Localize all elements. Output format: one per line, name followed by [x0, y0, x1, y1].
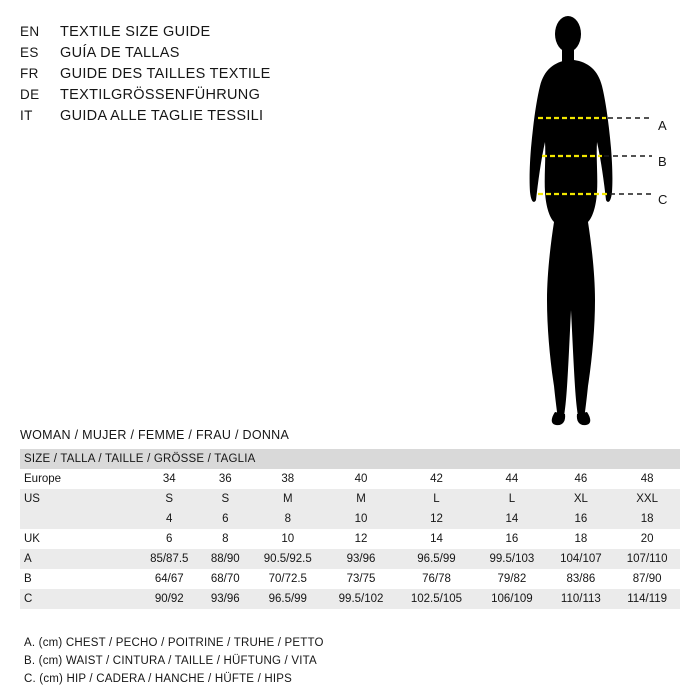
row-label-uk: UK: [20, 529, 138, 549]
table-cell: 90.5/92.5: [250, 549, 325, 569]
table-cell: 110/113: [547, 589, 614, 609]
table-cell: 64/67: [138, 569, 201, 589]
table-cell: 76/78: [397, 569, 477, 589]
table-cell: XXL: [614, 489, 680, 509]
table-cell: 16: [476, 529, 547, 549]
table-cell: 102.5/105: [397, 589, 477, 609]
footnotes-block: [24, 634, 644, 688]
table-cell: 68/70: [201, 569, 251, 589]
table-cell: 12: [397, 509, 477, 529]
table-row: [20, 509, 680, 529]
table-cell: 85/87.5: [138, 549, 201, 569]
table-cell: 4: [138, 509, 201, 529]
table-cell: 6: [138, 529, 201, 549]
size-table: [20, 449, 680, 609]
table-row: [20, 549, 680, 569]
row-label-b: B: [20, 569, 138, 589]
table-cell: 114/119: [614, 589, 680, 609]
table-header-row: [20, 449, 680, 469]
table-cell: 96.5/99: [250, 589, 325, 609]
table-cell: 12: [325, 529, 396, 549]
measure-label-b: B: [658, 154, 667, 169]
table-cell: 40: [325, 469, 396, 489]
figure-area: [500, 8, 690, 438]
table-cell: 8: [201, 529, 251, 549]
table-cell: 10: [250, 529, 325, 549]
row-label-us: US: [20, 489, 138, 509]
table-cell: 6: [201, 509, 251, 529]
language-code-de: DE: [20, 87, 40, 102]
table-cell: 83/86: [547, 569, 614, 589]
table-cell: S: [201, 489, 251, 509]
table-cell: 87/90: [614, 569, 680, 589]
table-cell: M: [325, 489, 396, 509]
table-cell: 16: [547, 509, 614, 529]
size-table-section: [20, 428, 680, 609]
table-cell: 14: [397, 529, 477, 549]
table-cell: L: [397, 489, 477, 509]
table-cell: 104/107: [547, 549, 614, 569]
table-cell: 93/96: [201, 589, 251, 609]
table-cell: 96.5/99: [397, 549, 477, 569]
language-row-de: [20, 87, 500, 108]
table-cell: M: [250, 489, 325, 509]
table-cell: L: [476, 489, 547, 509]
table-heading-woman: WOMAN / MUJER / FEMME / FRAU / DONNA: [20, 428, 290, 442]
table-cell: 38: [250, 469, 325, 489]
table-cell: 34: [138, 469, 201, 489]
table-cell: 48: [614, 469, 680, 489]
table-cell: 79/82: [476, 569, 547, 589]
table-cell: 99.5/102: [325, 589, 396, 609]
footnote-chest: A. (cm) CHEST / PECHO / POITRINE / TRUHE / PETTO: [24, 637, 324, 649]
table-cell: 70/72.5: [250, 569, 325, 589]
woman-silhouette-icon: [500, 8, 690, 438]
table-cell: 20: [614, 529, 680, 549]
table-cell: 107/110: [614, 549, 680, 569]
table-cell: XL: [547, 489, 614, 509]
language-title-es: GUÍA DE TALLAS: [60, 45, 180, 61]
table-cell: 18: [547, 529, 614, 549]
table-cell: 36: [201, 469, 251, 489]
table-cell: 99.5/103: [476, 549, 547, 569]
table-cell: 73/75: [325, 569, 396, 589]
table-cell: 93/96: [325, 549, 396, 569]
language-code-fr: FR: [20, 66, 39, 81]
language-row-it: [20, 108, 500, 129]
footnote-hip: C. (cm) HIP / CADERA / HANCHE / HÜFTE / HIPS: [24, 673, 293, 685]
table-row: [20, 529, 680, 549]
table-cell: 44: [476, 469, 547, 489]
table-cell: 46: [547, 469, 614, 489]
language-row-es: [20, 45, 500, 66]
table-cell: 10: [325, 509, 396, 529]
row-label-c: C: [20, 589, 138, 609]
row-label-europe: Europe: [20, 469, 138, 489]
language-title-block: [20, 24, 500, 129]
language-title-fr: GUIDE DES TAILLES TEXTILE: [60, 66, 271, 82]
table-cell: 90/92: [138, 589, 201, 609]
language-code-es: ES: [20, 45, 39, 60]
table-row: [20, 469, 680, 489]
table-row: [20, 489, 680, 509]
table-header-label: SIZE / TALLA / TAILLE / GRÖSSE / TAGLIA: [20, 449, 680, 469]
table-cell: 42: [397, 469, 477, 489]
language-title-de: TEXTILGRÖSSENFÜHRUNG: [60, 87, 261, 103]
table-cell: 14: [476, 509, 547, 529]
measure-label-c: C: [658, 192, 668, 207]
table-cell: 106/109: [476, 589, 547, 609]
table-row: [20, 569, 680, 589]
language-code-en: EN: [20, 24, 40, 39]
language-row-fr: [20, 66, 500, 87]
table-row: [20, 589, 680, 609]
language-title-en: TEXTILE SIZE GUIDE: [60, 24, 211, 40]
footnote-waist: B. (cm) WAIST / CINTURA / TAILLE / HÜFTUNG / VITA: [24, 655, 317, 667]
table-cell: 18: [614, 509, 680, 529]
table-cell: S: [138, 489, 201, 509]
table-cell: 8: [250, 509, 325, 529]
row-label-us-numeric: [20, 509, 138, 529]
language-code-it: IT: [20, 108, 33, 123]
table-cell: 88/90: [201, 549, 251, 569]
measure-label-a: A: [658, 118, 667, 133]
language-title-it: GUIDA ALLE TAGLIE TESSILI: [60, 108, 264, 124]
row-label-a: A: [20, 549, 138, 569]
language-row-en: [20, 24, 500, 45]
